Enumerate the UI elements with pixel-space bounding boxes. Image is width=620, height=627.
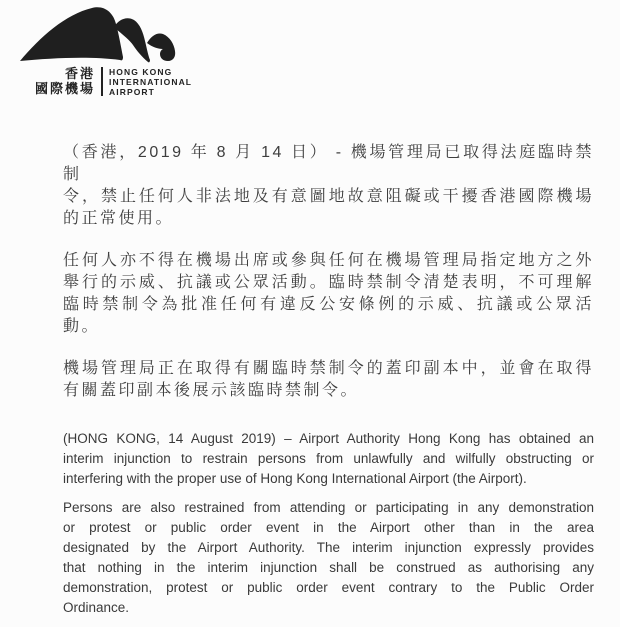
press-release-body xyxy=(63,142,594,627)
text-line: (HONG KONG, 14 August 2019) – Airport Authority Hong Kong has obtained an xyxy=(63,431,594,446)
text-line: 令，禁止任何人非法地及有意圖地故意阻礙或干擾香港國際機場 xyxy=(63,188,594,205)
text-line: 舉行的示威、抗議或公眾活動。臨時禁制令清楚表明，不可理解 xyxy=(63,274,594,291)
text-line: 機場管理局正在取得有關臨時禁制令的蓋印副本中，並會在取得 xyxy=(63,360,594,377)
text-line: interfering with the proper use of Hong Kong International Airport (the Airport). xyxy=(63,471,527,486)
hkia-swoosh-icon xyxy=(18,5,188,63)
text-line: 臨時禁制令為批准任何有違反公安條例的示威、抗議或公眾活動。 xyxy=(63,296,594,335)
text-line: 任何人亦不得在機場出席或參與任何在機場管理局指定地方之外 xyxy=(63,252,594,269)
text-line: （香港，2019 年 8 月 14 日） - 機場管理局已取得法庭臨時禁制 xyxy=(63,144,594,183)
paragraph-zh-1 xyxy=(63,142,594,230)
logo-en-line-3: AIRPORT xyxy=(109,87,155,97)
text-line: Persons are also restrained from attending or participating in any demonstration xyxy=(63,500,594,515)
logo-zh-line-2: 國際機場 xyxy=(35,81,96,96)
text-line: or protest or public order event in the Airport other than in the area xyxy=(63,520,594,535)
logo-chinese-name xyxy=(35,66,101,97)
logo-en-line-1: HONG KONG xyxy=(109,67,173,77)
text-line: 有關蓋印副本後展示該臨時禁制令。 xyxy=(63,382,360,399)
logo-en-line-2: INTERNATIONAL xyxy=(109,77,193,87)
logo-zh-line-1: 香港 xyxy=(65,66,96,81)
logo-english-name xyxy=(103,66,192,97)
paragraph-zh-3 xyxy=(63,358,594,402)
paragraph-en-2 xyxy=(63,498,594,618)
text-line: 的正常使用。 xyxy=(63,210,175,227)
paragraph-en-1 xyxy=(63,429,594,489)
text-line: demonstration, protest or public order event contrary to the Public Order xyxy=(63,580,594,595)
text-line: interim injunction to restrain persons from unlawfully and wilfully obstructing or xyxy=(63,451,594,466)
text-line: designated by the Airport Authority. The interim injunction expressly provides xyxy=(63,540,594,555)
text-line: Ordinance. xyxy=(63,600,130,615)
text-line: that nothing in the interim injunction shall be construed as authorising any xyxy=(63,560,594,575)
paragraph-zh-2 xyxy=(63,250,594,338)
logo-wordmark xyxy=(35,66,192,97)
hkia-logo xyxy=(18,5,198,97)
